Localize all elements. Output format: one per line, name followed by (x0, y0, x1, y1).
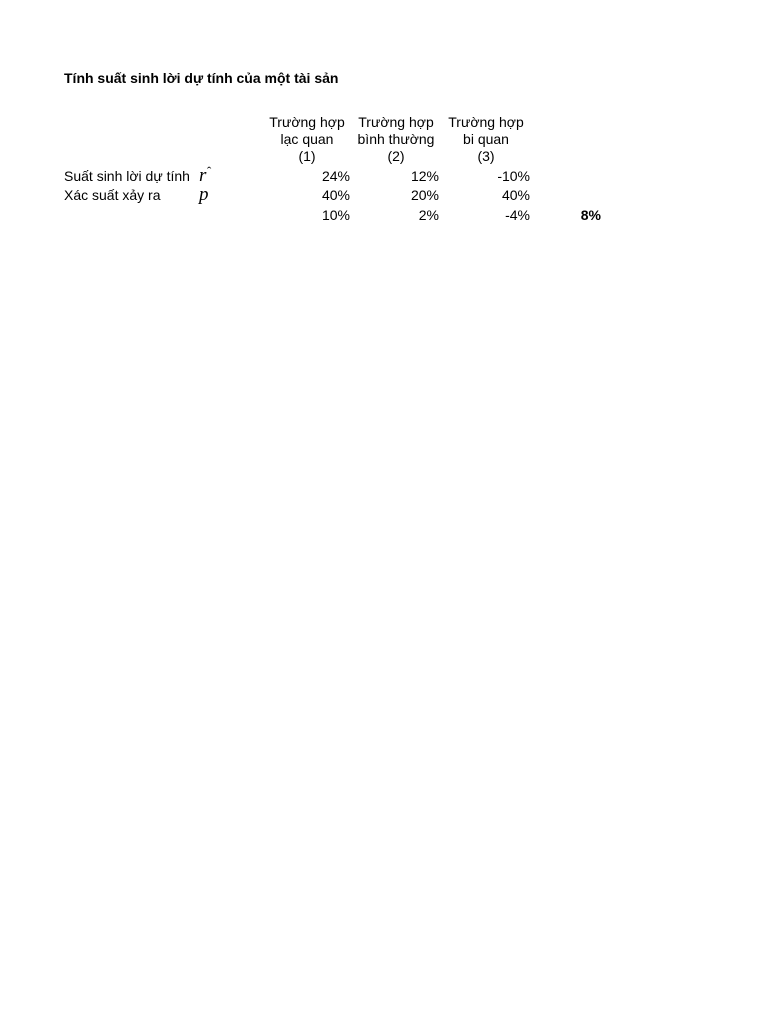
cell-expected-total: 8% (580, 207, 601, 223)
header-line: (2) (387, 148, 405, 164)
cell-return-2: 12% (410, 168, 439, 184)
header-line: (1) (298, 148, 316, 164)
column-header-optimistic (262, 114, 352, 165)
row-label-probability: Xác suất xảy ra (64, 187, 161, 203)
header-line: bình thường (357, 131, 435, 147)
p-symbol: p (199, 184, 209, 205)
cell-weighted-1: 10% (321, 207, 350, 223)
sheet-title: Tính suất sinh lời dự tính của một tài sản (64, 70, 339, 86)
cell-probability-3: 40% (501, 187, 530, 203)
cell-weighted-3: -4% (505, 207, 530, 223)
cell-probability-2: 20% (410, 187, 439, 203)
column-header-pessimistic (441, 114, 531, 165)
header-line: bi quan (463, 131, 509, 147)
header-line: Trường hợp (448, 114, 524, 130)
hat-accent: ˆ (207, 164, 212, 179)
header-line: (3) (477, 148, 495, 164)
row-label-expected-return: Suất sinh lời dự tính (64, 168, 190, 184)
header-line: lạc quan (280, 131, 334, 147)
cell-weighted-2: 2% (418, 207, 439, 223)
header-line: Trường hợp (269, 114, 345, 130)
cell-probability-1: 40% (321, 187, 350, 203)
column-header-normal (351, 114, 441, 165)
cell-return-3: -10% (497, 168, 530, 184)
r-symbol: r (199, 165, 207, 186)
header-line: Trường hợp (358, 114, 434, 130)
cell-return-1: 24% (321, 168, 350, 184)
